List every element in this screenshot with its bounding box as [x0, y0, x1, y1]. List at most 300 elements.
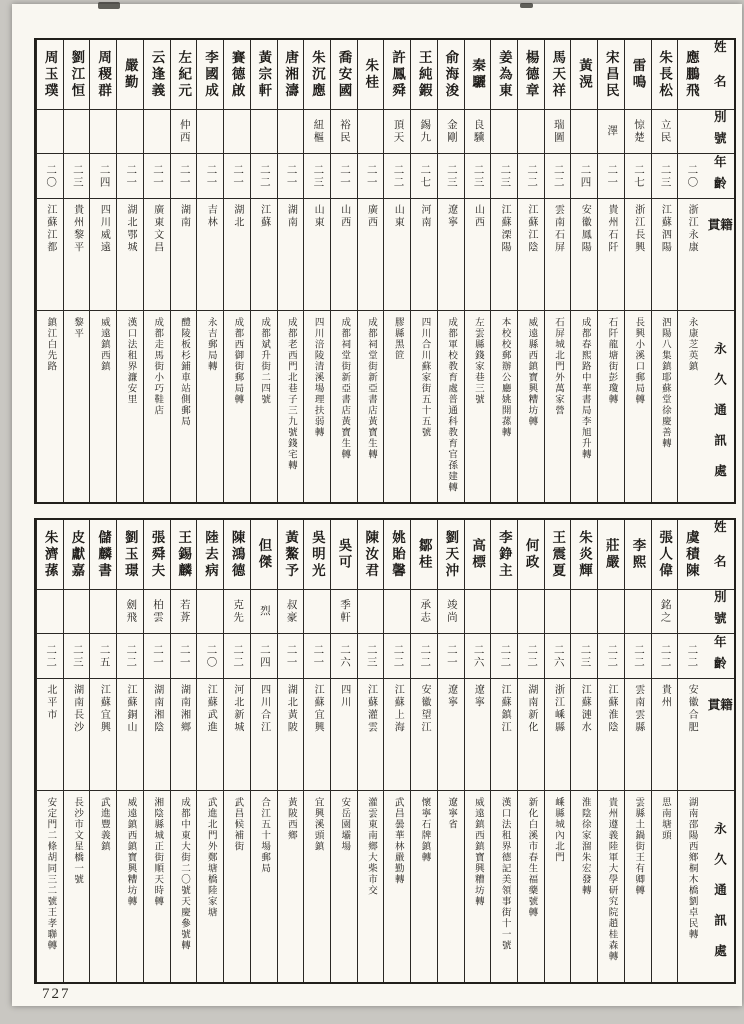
entry-name-text: 陸去病	[202, 529, 218, 580]
entry-name-text: 張人偉	[657, 529, 673, 580]
entry-age	[304, 634, 330, 679]
entry-age	[251, 154, 277, 199]
entry-address-text: 灌雲東南鄉大柴市交	[366, 797, 377, 896]
entry-column	[570, 520, 597, 982]
entry-address-text: 成都軍校教育處普通科教育官孫建轉	[446, 317, 457, 493]
entry-address-text: 武昌曇華林嚴勤轉	[392, 797, 403, 885]
entry-address-text: 威遠鎮西鎮寶興糟坊轉	[472, 797, 483, 907]
entry-age	[652, 154, 678, 199]
entry-alias	[491, 110, 517, 154]
entry-age	[37, 634, 63, 679]
entry-age-text: 二三	[472, 163, 484, 189]
entry-name	[598, 40, 624, 110]
entry-native-text: 湖南湘鄉	[178, 684, 190, 734]
entry-alias-text: 柏雲	[152, 599, 164, 624]
entry-age	[571, 154, 597, 199]
entry-native-text: 山東	[312, 204, 324, 229]
entry-column	[89, 40, 116, 502]
entry-native	[384, 199, 410, 311]
entry-address	[438, 791, 464, 982]
entry-name	[491, 40, 517, 110]
entry-alias-text: 立民	[659, 119, 671, 144]
entry-alias-text: 承志	[419, 599, 431, 624]
entry-name	[37, 40, 63, 110]
entry-native	[384, 679, 410, 791]
entry-address-text: 安定門二條胡同三二號王孝聯轉	[45, 797, 56, 951]
entry-column	[170, 520, 197, 982]
entry-name-text: 秦驪	[470, 58, 486, 91]
entry-address-text: 石阡龍塘街彭瓊轉	[606, 317, 617, 405]
entry-age-text: 二六	[552, 643, 564, 669]
entry-name-text: 朱炎輝	[577, 529, 593, 580]
entry-alias	[251, 590, 277, 634]
register-table-bottom	[34, 518, 736, 984]
entry-name	[438, 520, 464, 590]
entry-age-text: 二三	[71, 643, 83, 669]
entry-name	[117, 40, 143, 110]
entry-name	[678, 40, 704, 110]
entry-name-text: 朱長松	[657, 49, 673, 100]
entry-alias	[224, 110, 250, 154]
entry-native	[598, 679, 624, 791]
entry-alias-text: 仲西	[178, 119, 190, 144]
entry-address	[90, 791, 116, 982]
header-column	[704, 520, 734, 982]
entry-native-text: 廣東文昌	[151, 204, 163, 254]
entry-native-text: 山西	[338, 204, 350, 229]
entry-native-text: 湖南	[178, 204, 190, 229]
entry-native	[197, 679, 223, 791]
entry-column	[357, 40, 384, 502]
entry-name	[331, 520, 357, 590]
entry-age-text: 二一	[232, 163, 244, 189]
entry-alias	[90, 110, 116, 154]
entry-native	[171, 679, 197, 791]
entry-age	[625, 154, 651, 199]
header-address	[704, 311, 734, 502]
entry-column	[464, 520, 491, 982]
entry-native	[144, 199, 170, 311]
entry-alias	[171, 590, 197, 634]
entry-address	[518, 311, 544, 502]
entry-address-text: 貴州遵義陸軍大學研究院趙桂森轉	[606, 797, 617, 962]
entry-age	[545, 634, 571, 679]
entry-native	[358, 679, 384, 791]
entry-native-text: 安徽望江	[418, 684, 430, 734]
entry-address-text: 成都中東大街二〇號天慶參號轉	[178, 797, 189, 951]
entry-native	[251, 199, 277, 311]
entry-column	[464, 40, 491, 502]
entry-name-text: 但傑	[256, 538, 272, 571]
entry-native-text: 河北新城	[231, 684, 243, 734]
entry-age	[625, 634, 651, 679]
entry-name	[197, 520, 223, 590]
entry-alias	[545, 110, 571, 154]
entry-age	[171, 634, 197, 679]
entry-name-text: 黃鰲予	[283, 529, 299, 580]
entry-address-text: 威遠鎮西鎮	[98, 317, 109, 372]
entry-address	[37, 311, 63, 502]
entry-name	[384, 520, 410, 590]
entry-native	[411, 199, 437, 311]
entry-address	[411, 791, 437, 982]
entry-address	[545, 791, 571, 982]
entry-native-text: 山東	[392, 204, 404, 229]
entry-name	[465, 520, 491, 590]
entry-native-text: 貴州黎平	[71, 204, 83, 254]
header-alias-label: 別號	[712, 110, 727, 153]
entry-address-text: 石屏城北門外萬家營	[553, 317, 564, 416]
entry-age	[144, 154, 170, 199]
entry-age	[678, 634, 704, 679]
entry-native-text: 江蘇	[258, 204, 270, 229]
header-address-label: 永久通訊處	[712, 822, 727, 975]
entry-age-text: 二一	[445, 643, 457, 669]
entry-age-text: 二一	[285, 163, 297, 189]
entry-native	[197, 199, 223, 311]
entry-address	[64, 791, 90, 982]
entry-alias-text: 劍飛	[125, 599, 137, 624]
entry-name-text: 朱桂	[363, 58, 379, 91]
entry-name-text: 云逢義	[149, 49, 165, 100]
entry-native	[331, 199, 357, 311]
entry-name	[678, 520, 704, 590]
entry-address-text: 永康芝英鎮	[686, 317, 697, 372]
entry-age-text: 二三	[499, 163, 511, 189]
entry-age	[197, 154, 223, 199]
entry-address	[304, 791, 330, 982]
entry-native	[545, 199, 571, 311]
entry-age	[90, 634, 116, 679]
header-name-label: 姓名	[712, 520, 727, 589]
entry-native	[251, 679, 277, 791]
entry-name	[278, 40, 304, 110]
entry-name	[411, 520, 437, 590]
entry-native-text: 江蘇宜興	[98, 684, 110, 734]
entry-native-text: 四川	[338, 684, 350, 709]
entry-name-text: 唐湘濤	[283, 49, 299, 100]
entry-age	[384, 634, 410, 679]
entry-alias	[358, 110, 384, 154]
entry-native	[491, 679, 517, 791]
entry-native-text: 安徽鳳陽	[579, 204, 591, 254]
entry-age-text: 二〇	[205, 643, 217, 669]
entry-age-text: 二七	[632, 163, 644, 189]
entry-name-text: 宋昌民	[603, 49, 619, 100]
entry-age	[411, 634, 437, 679]
entry-native	[438, 199, 464, 311]
entry-address-text: 淮陰徐家溜朱宏發轉	[579, 797, 590, 896]
entry-column	[196, 520, 223, 982]
entry-age	[411, 154, 437, 199]
entry-alias	[625, 110, 651, 154]
entry-alias	[144, 590, 170, 634]
entry-address	[251, 311, 277, 502]
entry-name	[491, 520, 517, 590]
entry-native	[37, 199, 63, 311]
entry-native-text: 遼寧	[445, 204, 457, 229]
entry-age-text: 二〇	[45, 163, 57, 189]
entry-alias	[384, 110, 410, 154]
entry-address-text: 成都走馬街小巧鞋店	[152, 317, 163, 416]
header-alias-label: 別號	[712, 590, 727, 633]
entry-native	[224, 679, 250, 791]
entry-age-text: 二六	[339, 643, 351, 669]
entry-native-text: 北平市	[44, 684, 56, 722]
entry-age	[90, 154, 116, 199]
entry-native-text: 湖南	[285, 204, 297, 229]
entry-native-text: 浙江嵊縣	[552, 684, 564, 734]
entry-column	[36, 40, 63, 502]
entry-address-text: 本校校郵辦公廳姚開蓀轉	[499, 317, 510, 438]
entry-native	[465, 679, 491, 791]
entry-age-text: 二一	[339, 163, 351, 189]
entry-age-text: 二一	[205, 163, 217, 189]
entry-age	[518, 154, 544, 199]
entry-name	[90, 40, 116, 110]
entry-alias-text: 銘之	[659, 599, 671, 624]
entry-alias-text: 惊楚	[632, 119, 644, 144]
entry-age-text: 二一	[285, 643, 297, 669]
entry-name-text: 嚴勤	[122, 58, 138, 91]
entry-alias	[197, 110, 223, 154]
entry-name-text: 陳鴻德	[229, 529, 245, 580]
entry-column	[544, 520, 571, 982]
entry-alias	[411, 110, 437, 154]
entry-native-text: 湖南長沙	[71, 684, 83, 734]
entry-column	[250, 40, 277, 502]
entry-alias-text: 瑞圖	[552, 119, 564, 144]
entry-native-text: 江蘇銅山	[125, 684, 137, 734]
entry-native	[117, 199, 143, 311]
entry-address	[598, 311, 624, 502]
entry-alias	[358, 590, 384, 634]
entry-column	[383, 520, 410, 982]
entry-address	[251, 791, 277, 982]
entry-column	[330, 520, 357, 982]
entry-age-text: 二二	[392, 163, 404, 189]
entry-native	[64, 679, 90, 791]
entry-name-text: 周玉璞	[42, 49, 58, 100]
entry-native-text: 貴州	[659, 684, 671, 709]
entry-column	[651, 40, 678, 502]
entry-column	[116, 520, 143, 982]
entry-name	[438, 40, 464, 110]
entry-column	[624, 520, 651, 982]
entry-column	[303, 40, 330, 502]
entry-alias	[331, 110, 357, 154]
entry-name-text: 劉天沖	[443, 529, 459, 580]
entry-name-text: 劉江恒	[69, 49, 85, 100]
entry-address-text: 宜興溪頭鎮	[312, 797, 323, 852]
entry-name-text: 劉玉璟	[122, 529, 138, 580]
entry-column	[303, 520, 330, 982]
entry-name-text: 馬天祥	[550, 49, 566, 100]
entry-address-text: 泗陽八集鎮耶蘇堂徐慶善轉	[659, 317, 670, 449]
entry-address-text: 長沙市文星橋一號	[72, 797, 83, 885]
entry-native	[171, 199, 197, 311]
entry-address	[304, 311, 330, 502]
entry-column	[357, 520, 384, 982]
entry-address	[331, 791, 357, 982]
entry-alias	[571, 110, 597, 154]
entry-address	[278, 311, 304, 502]
entry-age	[224, 154, 250, 199]
entry-name-text: 許鳳舜	[389, 49, 405, 100]
scanned-page	[12, 4, 742, 1006]
entry-address	[384, 311, 410, 502]
entry-native-text: 江蘇灌雲	[365, 684, 377, 734]
entry-age	[358, 154, 384, 199]
entry-address	[571, 311, 597, 502]
entry-alias	[465, 590, 491, 634]
entry-address	[625, 311, 651, 502]
entry-age-text: 二二	[659, 643, 671, 669]
entry-column	[597, 40, 624, 502]
entry-alias-text: 克先	[232, 599, 244, 624]
entry-native-text: 吉林	[205, 204, 217, 229]
entry-age	[438, 154, 464, 199]
entry-native	[64, 199, 90, 311]
entry-name-text: 王震夏	[550, 529, 566, 580]
entry-column	[330, 40, 357, 502]
entry-alias-text: 裕民	[339, 119, 351, 144]
entry-address-text: 武進豐義鎮	[98, 797, 109, 852]
entry-address	[491, 311, 517, 502]
entry-name	[545, 40, 571, 110]
entry-native	[144, 679, 170, 791]
entry-name-text: 王錫麟	[176, 529, 192, 580]
entry-native	[278, 199, 304, 311]
entry-native	[90, 679, 116, 791]
entry-name	[545, 520, 571, 590]
entry-age-text: 二二	[258, 163, 270, 189]
entry-native-text: 四川合江	[258, 684, 270, 734]
entry-name-text: 張舜夫	[149, 529, 165, 580]
entry-alias	[598, 110, 624, 154]
entry-age-text: 二一	[365, 163, 377, 189]
entry-age-text: 二一	[152, 163, 164, 189]
scan-mark	[520, 3, 533, 8]
entry-address	[197, 791, 223, 982]
entry-native	[438, 679, 464, 791]
entry-address	[64, 311, 90, 502]
entry-address	[171, 311, 197, 502]
entry-column	[196, 40, 223, 502]
entry-column	[490, 520, 517, 982]
entry-age	[652, 634, 678, 679]
entry-name	[465, 40, 491, 110]
entry-name-text: 俞海浚	[443, 49, 459, 100]
entry-alias	[652, 110, 678, 154]
entry-age	[304, 154, 330, 199]
entry-native	[518, 199, 544, 311]
entry-address-text: 湖南邵陽西鄉桐木橋劉卓民轉	[686, 797, 697, 940]
entry-name-text: 周稷群	[96, 49, 112, 100]
entry-name-text: 虞積陳	[683, 529, 699, 580]
entry-column	[651, 520, 678, 982]
entry-native-text: 江蘇江陰	[525, 204, 537, 254]
entry-address	[278, 791, 304, 982]
entry-column	[116, 40, 143, 502]
entry-native	[491, 199, 517, 311]
entry-address-text: 四川合川蘇家街五十五號	[419, 317, 430, 438]
entry-alias	[384, 590, 410, 634]
entry-age	[37, 154, 63, 199]
entry-native	[598, 199, 624, 311]
entry-name	[171, 40, 197, 110]
entry-name	[358, 520, 384, 590]
entry-native	[678, 679, 704, 791]
entry-name	[652, 40, 678, 110]
entry-name	[411, 40, 437, 110]
entry-column	[143, 40, 170, 502]
entry-age	[64, 154, 90, 199]
entry-address	[358, 791, 384, 982]
entry-address-text: 漢口法租界濂安里	[125, 317, 136, 405]
entry-alias-text: 若葊	[178, 599, 190, 624]
entry-name-text: 朱濟蓀	[42, 529, 58, 580]
entry-age-text: 二一	[606, 163, 618, 189]
entry-name	[571, 40, 597, 110]
entry-name-text: 王純鍜	[416, 49, 432, 100]
entry-age-text: 二一	[178, 163, 190, 189]
entry-alias-text: 澤	[606, 125, 618, 138]
entry-name-text: 吳明光	[309, 529, 325, 580]
entry-name-text: 李熙	[630, 538, 646, 571]
entry-native	[652, 199, 678, 311]
entry-native	[304, 199, 330, 311]
entry-name	[571, 520, 597, 590]
entry-age	[598, 154, 624, 199]
entry-age-text: 二六	[472, 643, 484, 669]
entry-name-text: 楊德章	[523, 49, 539, 100]
entry-age	[678, 154, 704, 199]
entry-name	[331, 40, 357, 110]
entry-name	[518, 520, 544, 590]
entry-age	[598, 634, 624, 679]
entry-age	[224, 634, 250, 679]
entry-age	[465, 634, 491, 679]
entry-address	[117, 791, 143, 982]
header-age-label: 年齡	[712, 154, 727, 198]
entry-alias	[171, 110, 197, 154]
entry-alias	[117, 590, 143, 634]
entry-name	[64, 40, 90, 110]
entry-address-text: 思南塘頭	[659, 797, 670, 841]
entry-alias	[598, 590, 624, 634]
entry-age	[278, 154, 304, 199]
entry-alias-text: 季軒	[339, 599, 351, 624]
entry-alias	[37, 110, 63, 154]
entry-alias	[545, 590, 571, 634]
entry-native	[304, 679, 330, 791]
entry-age	[331, 634, 357, 679]
entry-name-text: 何政	[523, 538, 539, 571]
entry-address	[411, 311, 437, 502]
entry-alias-text: 金剛	[445, 119, 457, 144]
entry-name	[304, 40, 330, 110]
entry-alias	[117, 110, 143, 154]
entry-address-text: 成都祠堂街新亞書店黃寶生轉	[339, 317, 350, 460]
entry-native	[571, 679, 597, 791]
entry-age	[278, 634, 304, 679]
entry-address	[171, 791, 197, 982]
entry-column	[250, 520, 277, 982]
entry-native-text: 雲南石屏	[552, 204, 564, 254]
entry-alias	[518, 590, 544, 634]
header-name	[704, 520, 734, 590]
